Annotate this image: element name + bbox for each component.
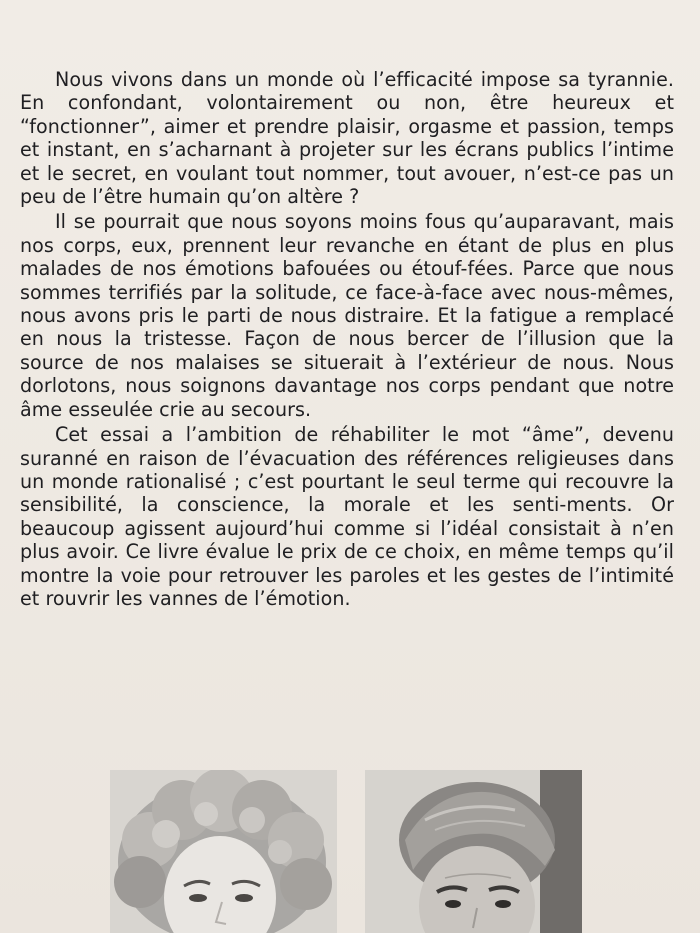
author-photo-woman — [110, 770, 337, 933]
author-photo-man — [365, 770, 582, 933]
paragraph-2: Il se pourrait que nous soyons moins fous qu’auparavant, mais nos corps, eux, prennent leur revanche en étant de plus en plus malades de nos émotions bafouées ou étouf-fées. Parce que nous sommes terrifiés par la solitude, ce face-à-face avec nous-mêmes, nous avons pris le parti de nous distraire. Et la fatigue a remplacé en nous la tristesse. Façon de nous bercer de l’illusion que la source de nos malaises se situerait à l’extérieur de nous. Nous dorlotons, nous soignons davantage nos corps pendant que notre âme esseulée crie au secours. — [20, 210, 674, 421]
blurb-text — [20, 68, 674, 612]
paragraph-1: Nous vivons dans un monde où l’efficacité impose sa tyrannie. En confondant, volontairement ou non, être heureux et “fonctionner”, aimer et prendre plaisir, orgasme et passion, temps et instant, en s’acharnant à projeter sur les écrans publics l’intime et le secret, en voulant tout nommer, tout avouer, n’est-ce pas un peu de l’être humain qu’on altère ? — [20, 68, 674, 209]
paragraph-3: Cet essai a l’ambition de réhabiliter le mot “âme”, devenu suranné en raison de l’évacuation des références religieuses dans un monde rationalisé ; c’est pourtant le seul terme qui recouvre la sensibilité, la conscience, la morale et les senti-ments. Or beaucoup agissent aujourd’hui comme si l’idéal consistait à n’en plus avoir. Ce livre évalue le prix de ce choix, en même temps qu’il montre la voie pour retrouver les paroles et les gestes de l’intimité et rouvrir les vannes de l’émotion. — [20, 423, 674, 610]
